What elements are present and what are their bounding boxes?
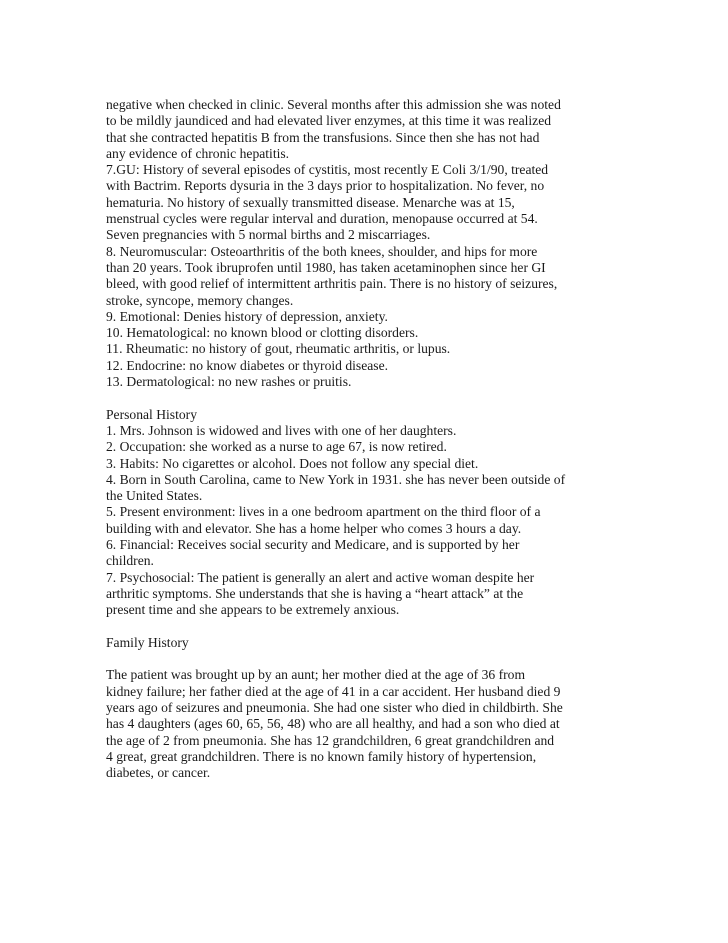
text-line: 10. Hematological: no known blood or clotting disorders. bbox=[106, 325, 419, 341]
text-line: arthritic symptoms. She understands that she is having a “heart attack” at the bbox=[106, 585, 524, 601]
text-line: Seven pregnancies with 5 normal births and 2 miscarriages. bbox=[106, 227, 431, 243]
text-line: stroke, syncope, memory changes. bbox=[106, 292, 294, 308]
text-line: 7.GU: History of several episodes of cystitis, most recently E Coli 3/1/90, treated bbox=[106, 162, 549, 178]
text-line: children. bbox=[106, 553, 154, 569]
text-line: with Bactrim. Reports dysuria in the 3 days prior to hospitalization. No fever, no bbox=[106, 178, 545, 194]
text-line: 11. Rheumatic: no history of gout, rheumatic arthritis, or lupus. bbox=[106, 341, 451, 357]
paragraph-gap bbox=[106, 619, 626, 635]
text-line: diabetes, or cancer. bbox=[106, 765, 211, 781]
text-line: 1. Mrs. Johnson is widowed and lives with one of her daughters. bbox=[106, 422, 457, 438]
text-line: 4. Born in South Carolina, came to New York in 1931. she has never been outside of bbox=[106, 471, 566, 487]
text-line: to be mildly jaundiced and had elevated liver enzymes, at this time it was realized bbox=[106, 113, 552, 129]
text-line: building with and elevator. She has a home helper who comes 3 hours a day. bbox=[106, 520, 522, 536]
text-line: the United States. bbox=[106, 488, 203, 504]
text-line: negative when checked in clinic. Several months after this admission she was noted bbox=[106, 97, 561, 112]
family-history-heading-block bbox=[106, 635, 626, 651]
text-line: 3. Habits: No cigarettes or alcohol. Does not follow any special diet. bbox=[106, 455, 479, 471]
text-line: present time and she appears to be extremely anxious. bbox=[106, 602, 400, 618]
text-line: The patient was brought up by an aunt; her mother died at the age of 36 from bbox=[106, 667, 526, 683]
family-history-paragraph bbox=[106, 667, 626, 781]
text-line: 8. Neuromuscular: Osteoarthritis of the both knees, shoulder, and hips for more bbox=[106, 243, 538, 259]
text-line: has 4 daughters (ages 60, 65, 56, 48) who are all healthy, and had a son who died at bbox=[106, 716, 560, 732]
text-line: any evidence of chronic hepatitis. bbox=[106, 145, 290, 161]
section-heading: Family History bbox=[106, 634, 189, 650]
text-line: 6. Financial: Receives social security and Medicare, and is supported by her bbox=[106, 537, 520, 553]
text-line: menstrual cycles were regular interval and duration, menopause occurred at 54. bbox=[106, 211, 538, 227]
text-line: that she contracted hepatitis B from the transfusions. Since then she has not had bbox=[106, 129, 540, 145]
text-line: 5. Present environment: lives in a one bedroom apartment on the third floor of a bbox=[106, 504, 541, 520]
text-line: kidney failure; her father died at the age of 41 in a car accident. Her husband died 9 bbox=[106, 683, 561, 699]
text-line: the age of 2 from pneumonia. She has 12 grandchildren, 6 great grandchildren and bbox=[106, 732, 555, 748]
paragraph-gap bbox=[106, 390, 626, 406]
paragraph-gap bbox=[106, 651, 626, 667]
text-line: 4 great, great grandchildren. There is no known family history of hypertension, bbox=[106, 748, 537, 764]
text-line: bleed, with good relief of intermittent arthritis pain. There is no history of seizures, bbox=[106, 276, 558, 292]
text-line: 7. Psychosocial: The patient is generally an alert and active woman despite her bbox=[106, 569, 535, 585]
text-line: 2. Occupation: she worked as a nurse to age 67, is now retired. bbox=[106, 439, 447, 455]
text-line: than 20 years. Took ibruprofen until 1980, has taken acetaminophen since her GI bbox=[106, 259, 546, 275]
text-line: 9. Emotional: Denies history of depression, anxiety. bbox=[106, 308, 388, 324]
document-page bbox=[106, 97, 626, 781]
personal-history-section bbox=[106, 407, 626, 619]
section-heading: Personal History bbox=[106, 406, 197, 422]
text-line: hematuria. No history of sexually transmitted disease. Menarche was at 15, bbox=[106, 194, 515, 210]
text-line: 13. Dermatological: no new rashes or pruitis. bbox=[106, 374, 352, 390]
text-line: years ago of seizures and pneumonia. She had one sister who died in childbirth. She bbox=[106, 699, 563, 715]
review-of-systems-continued bbox=[106, 97, 626, 390]
text-line: 12. Endocrine: no know diabetes or thyroid disease. bbox=[106, 357, 389, 373]
